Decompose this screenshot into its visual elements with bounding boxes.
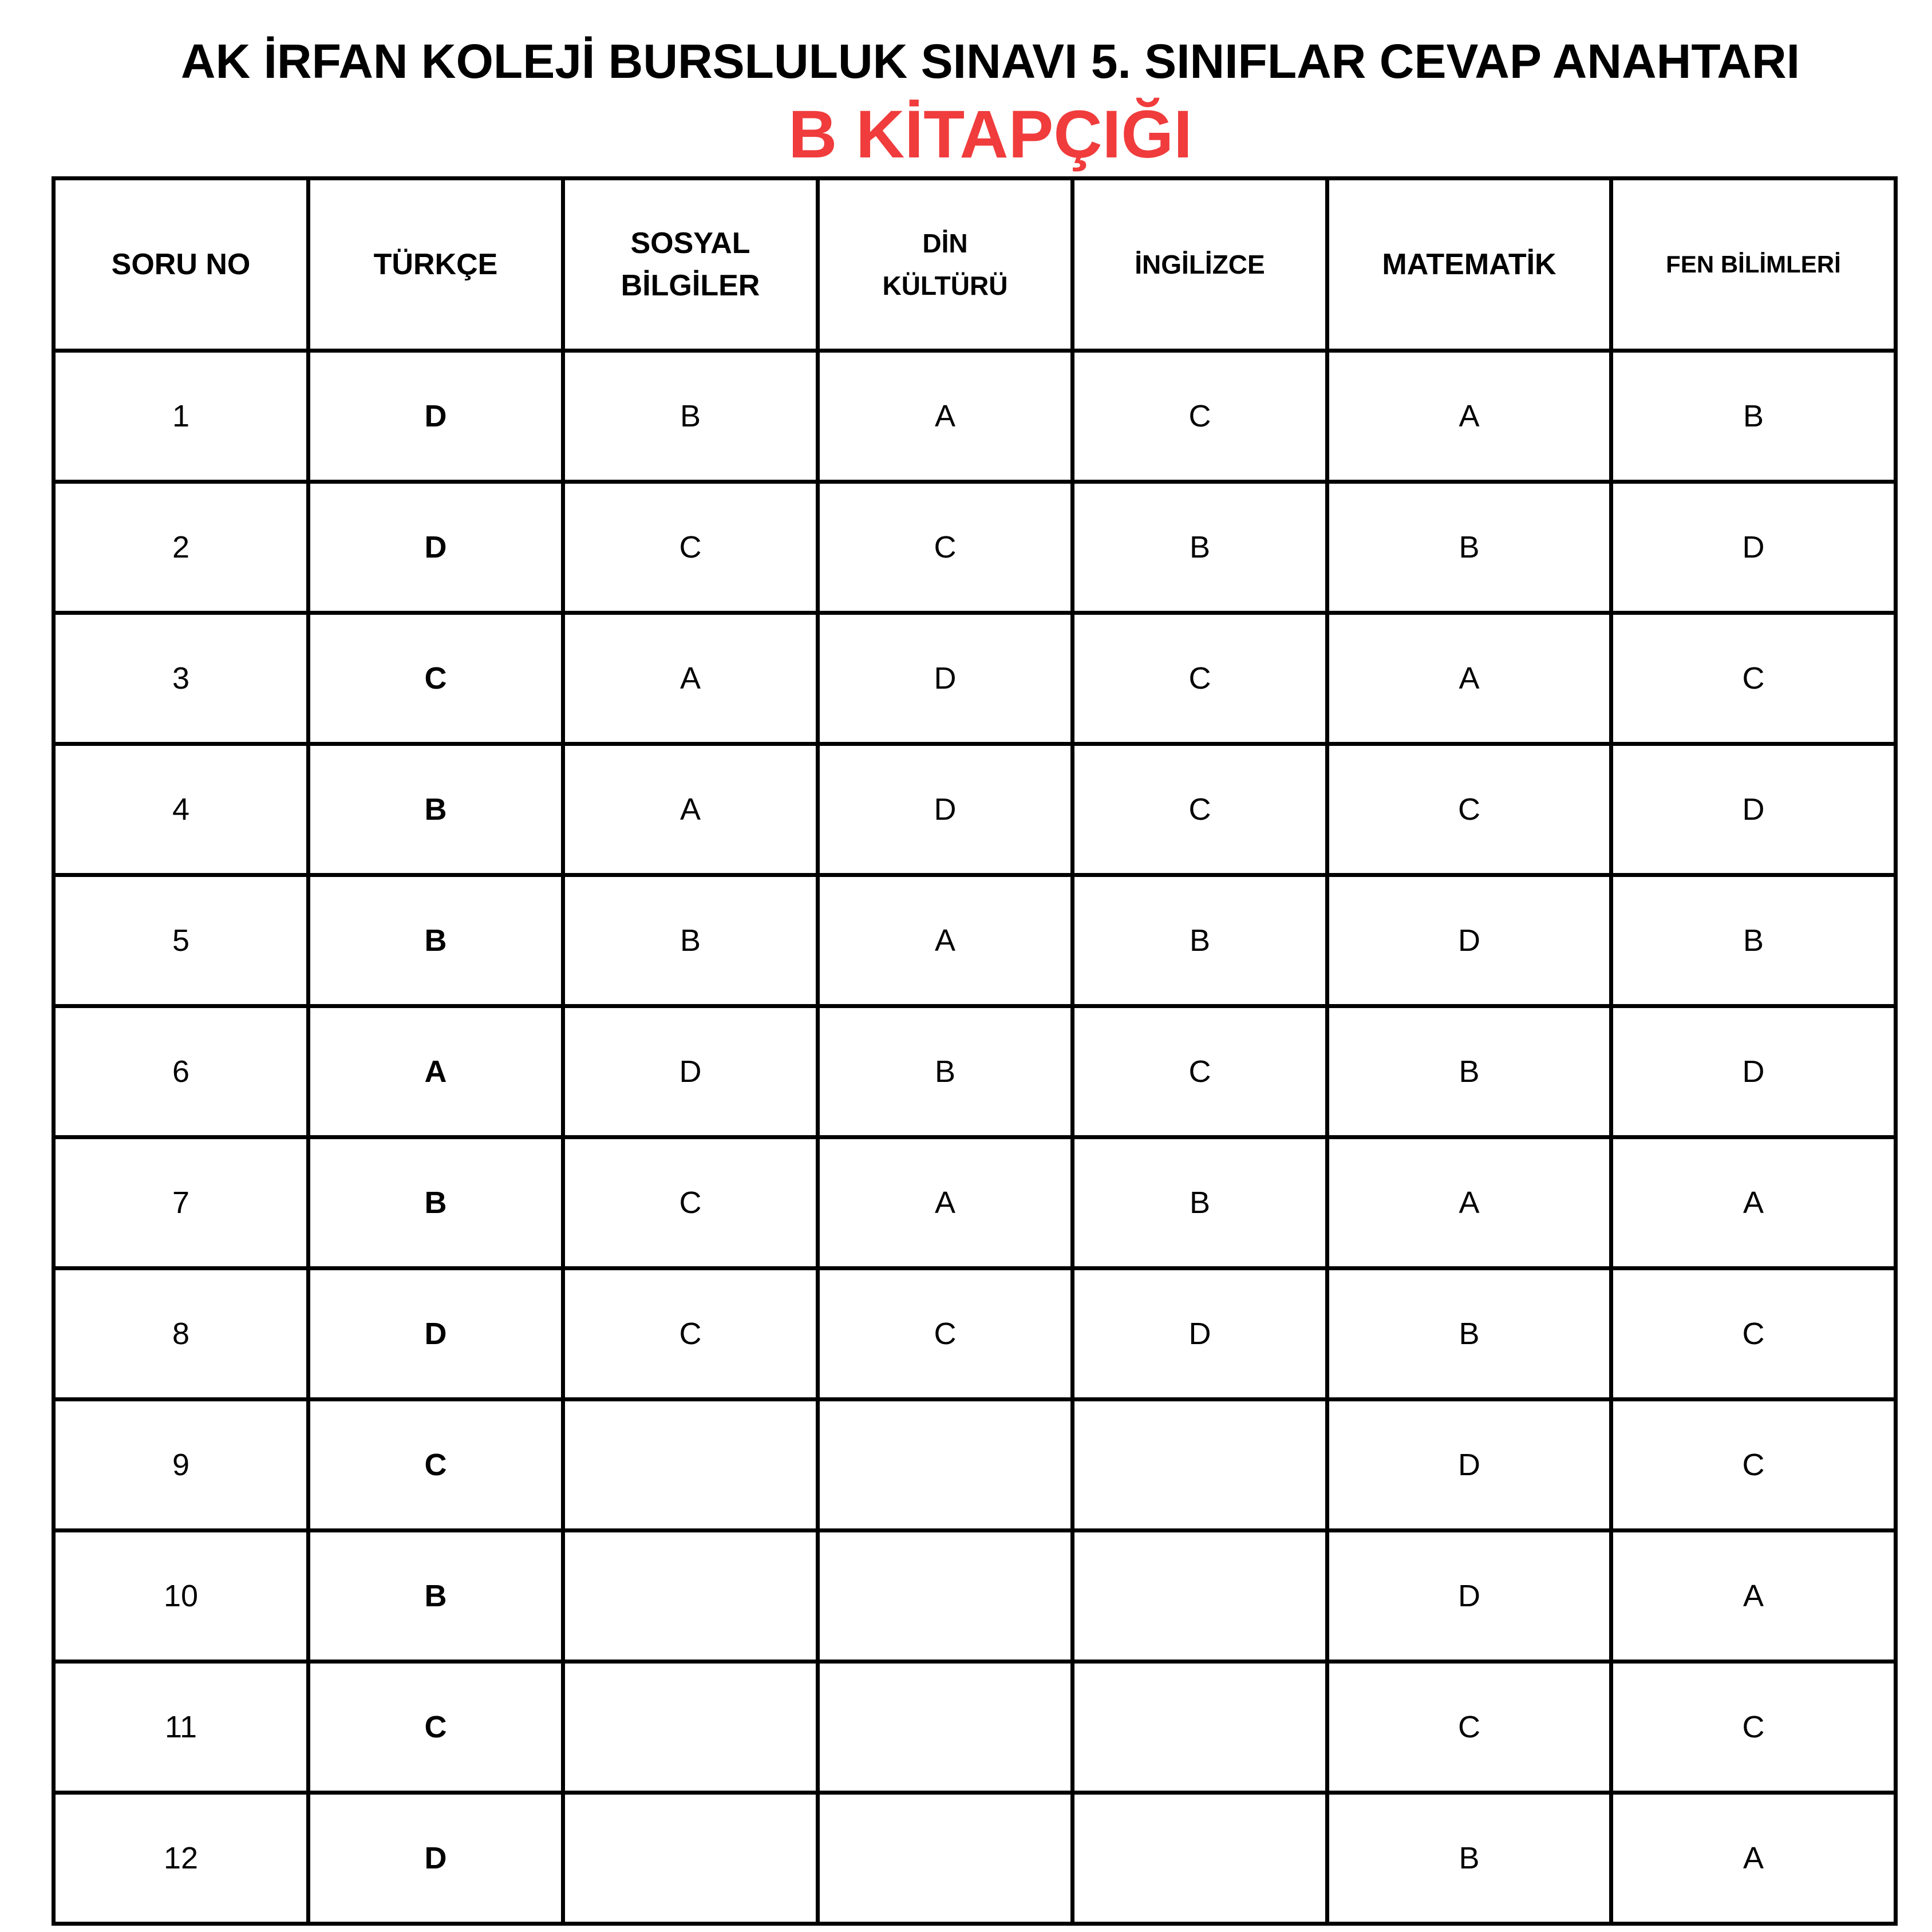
cell-fen-bilimleri: A: [1611, 1137, 1896, 1269]
cell-soru-no: 6: [54, 1006, 309, 1137]
cell-ingilizce: D: [1073, 1269, 1327, 1400]
cell-din-kulturu: C: [818, 1269, 1073, 1400]
cell-matematik: D: [1327, 875, 1611, 1006]
cell-turkce: C: [309, 1400, 563, 1531]
document-title: AK İRFAN KOLEJİ BURSLULUK SINAVI 5. SINIFLAR CEVAP ANAHTARI: [180, 34, 1800, 88]
cell-sosyal-bilgiler: [563, 1662, 818, 1793]
cell-ingilizce: C: [1073, 744, 1327, 875]
header-turkce: TÜRKÇE: [309, 179, 563, 351]
cell-sosyal-bilgiler: C: [563, 1137, 818, 1269]
cell-ingilizce: [1073, 1531, 1327, 1662]
table-row: [54, 482, 1896, 613]
cell-turkce: B: [309, 875, 563, 1006]
cell-fen-bilimleri: B: [1611, 351, 1896, 482]
cell-sosyal-bilgiler: D: [563, 1006, 818, 1137]
table-row: [54, 1269, 1896, 1400]
cell-soru-no: 12: [54, 1793, 309, 1924]
cell-fen-bilimleri: A: [1611, 1793, 1896, 1924]
cell-turkce: C: [309, 1662, 563, 1793]
header-soru-no: SORU NO: [54, 179, 309, 351]
cell-din-kulturu: [818, 1793, 1073, 1924]
cell-sosyal-bilgiler: B: [563, 351, 818, 482]
answer-rows: [54, 351, 1896, 1924]
cell-fen-bilimleri: C: [1611, 1269, 1896, 1400]
cell-turkce: D: [309, 1793, 563, 1924]
cell-soru-no: 7: [54, 1137, 309, 1269]
cell-matematik: A: [1327, 351, 1611, 482]
cell-soru-no: 10: [54, 1531, 309, 1662]
header-fen-bilimleri: FEN BİLİMLERİ: [1611, 179, 1896, 351]
cell-ingilizce: B: [1073, 1137, 1327, 1269]
table-row: [54, 1006, 1896, 1137]
cell-fen-bilimleri: A: [1611, 1531, 1896, 1662]
cell-ingilizce: [1073, 1793, 1327, 1924]
cell-din-kulturu: A: [818, 351, 1073, 482]
cell-din-kulturu: A: [818, 875, 1073, 1006]
answer-key-table: [52, 176, 1898, 1926]
cell-matematik: A: [1327, 1137, 1611, 1269]
table-row: [54, 875, 1896, 1006]
cell-sosyal-bilgiler: [563, 1531, 818, 1662]
table-row: [54, 744, 1896, 875]
cell-soru-no: 9: [54, 1400, 309, 1531]
cell-sosyal-bilgiler: [563, 1793, 818, 1924]
cell-matematik: A: [1327, 613, 1611, 744]
cell-din-kulturu: [818, 1531, 1073, 1662]
header-din-line1: DİN: [922, 228, 968, 258]
cell-turkce: D: [309, 482, 563, 613]
header-sosyal-bilgiler: [563, 179, 818, 351]
cell-soru-no: 1: [54, 351, 309, 482]
table-row: [54, 1137, 1896, 1269]
header-din-line2: KÜLTÜRÜ: [882, 271, 1008, 301]
cell-din-kulturu: B: [818, 1006, 1073, 1137]
cell-turkce: D: [309, 351, 563, 482]
cell-din-kulturu: [818, 1662, 1073, 1793]
cell-fen-bilimleri: B: [1611, 875, 1896, 1006]
cell-soru-no: 4: [54, 744, 309, 875]
cell-matematik: D: [1327, 1400, 1611, 1531]
cell-soru-no: 11: [54, 1662, 309, 1793]
cell-sosyal-bilgiler: [563, 1400, 818, 1531]
cell-soru-no: 8: [54, 1269, 309, 1400]
cell-turkce: A: [309, 1006, 563, 1137]
cell-matematik: D: [1327, 1531, 1611, 1662]
cell-ingilizce: B: [1073, 482, 1327, 613]
cell-matematik: B: [1327, 482, 1611, 613]
table-row: [54, 351, 1896, 482]
cell-turkce: C: [309, 613, 563, 744]
booklet-subtitle: B KİTAPÇIĞI: [788, 97, 1192, 172]
header-din-kulturu: [818, 179, 1073, 351]
cell-soru-no: 3: [54, 613, 309, 744]
table-row: [54, 1531, 1896, 1662]
cell-turkce: B: [309, 1137, 563, 1269]
cell-fen-bilimleri: D: [1611, 744, 1896, 875]
header-matematik: MATEMATİK: [1327, 179, 1611, 351]
cell-soru-no: 2: [54, 482, 309, 613]
cell-fen-bilimleri: C: [1611, 613, 1896, 744]
cell-din-kulturu: C: [818, 482, 1073, 613]
cell-ingilizce: B: [1073, 875, 1327, 1006]
cell-turkce: D: [309, 1269, 563, 1400]
header-sosyal-line2: BİLGİLER: [621, 269, 760, 302]
table-row: [54, 1793, 1896, 1924]
header-ingilizce: İNGİLİZCE: [1073, 179, 1327, 351]
cell-ingilizce: [1073, 1662, 1327, 1793]
cell-sosyal-bilgiler: C: [563, 482, 818, 613]
table-row: [54, 1662, 1896, 1793]
cell-soru-no: 5: [54, 875, 309, 1006]
cell-matematik: C: [1327, 744, 1611, 875]
cell-ingilizce: [1073, 1400, 1327, 1531]
cell-turkce: B: [309, 1531, 563, 1662]
cell-din-kulturu: [818, 1400, 1073, 1531]
cell-sosyal-bilgiler: B: [563, 875, 818, 1006]
cell-ingilizce: C: [1073, 613, 1327, 744]
cell-matematik: C: [1327, 1662, 1611, 1793]
cell-ingilizce: C: [1073, 1006, 1327, 1137]
cell-sosyal-bilgiler: C: [563, 1269, 818, 1400]
header-sosyal-line1: SOSYAL: [630, 227, 750, 260]
cell-din-kulturu: D: [818, 613, 1073, 744]
table-row: [54, 613, 1896, 744]
cell-fen-bilimleri: C: [1611, 1662, 1896, 1793]
cell-sosyal-bilgiler: A: [563, 744, 818, 875]
cell-sosyal-bilgiler: A: [563, 613, 818, 744]
cell-matematik: B: [1327, 1269, 1611, 1400]
cell-fen-bilimleri: D: [1611, 1006, 1896, 1137]
cell-din-kulturu: D: [818, 744, 1073, 875]
cell-fen-bilimleri: C: [1611, 1400, 1896, 1531]
cell-matematik: B: [1327, 1793, 1611, 1924]
cell-turkce: B: [309, 744, 563, 875]
cell-din-kulturu: A: [818, 1137, 1073, 1269]
cell-matematik: B: [1327, 1006, 1611, 1137]
cell-ingilizce: C: [1073, 351, 1327, 482]
header-row: [54, 179, 1896, 351]
cell-fen-bilimleri: D: [1611, 482, 1896, 613]
table-row: [54, 1400, 1896, 1531]
